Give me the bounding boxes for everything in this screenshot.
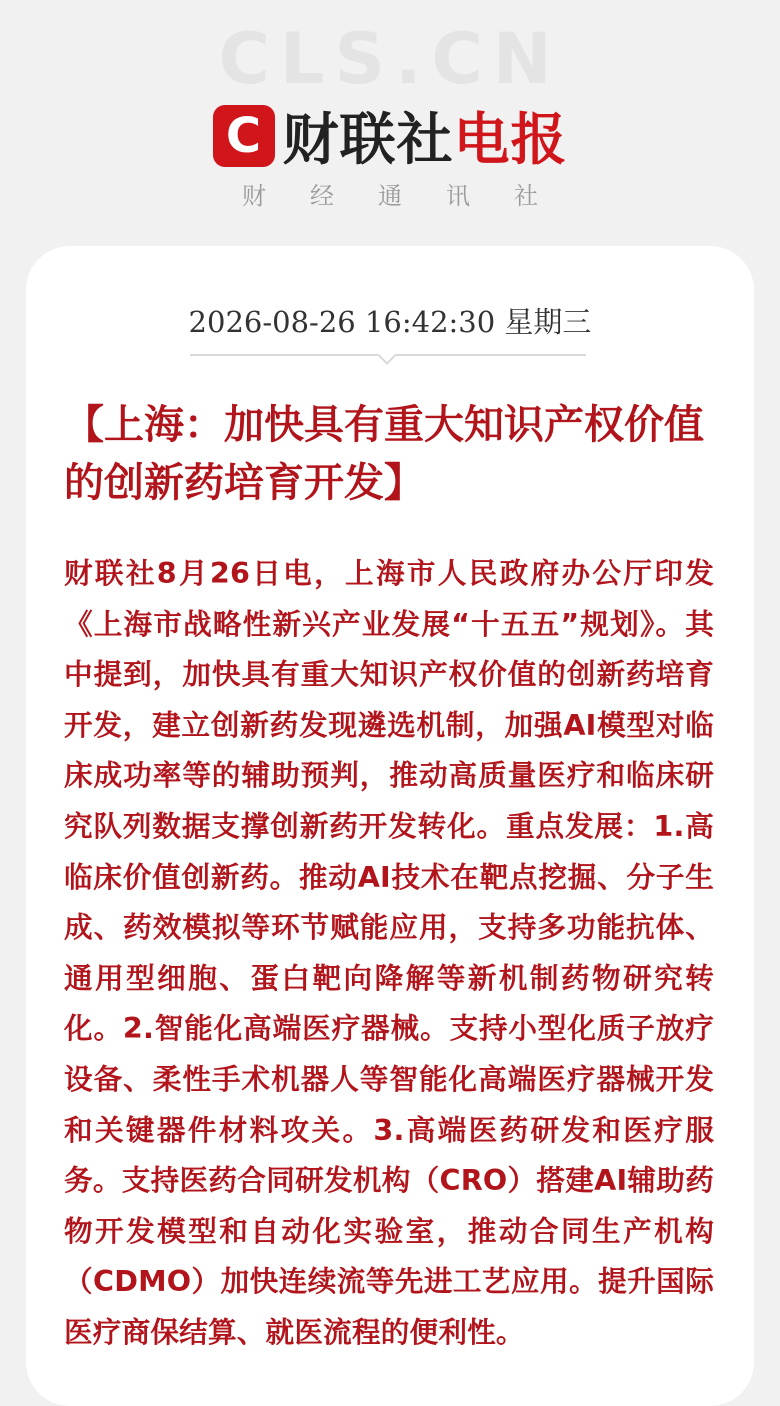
brand-name	[283, 96, 568, 176]
brand-logo-icon	[213, 105, 275, 167]
article-headline: 【上海：加快具有重大知识产权价值的创新药培育开发】	[64, 402, 704, 506]
watermark-text: CLS.CN	[218, 18, 562, 100]
brand-name-main: 财联社	[282, 108, 454, 173]
brand-header	[0, 96, 780, 176]
article-datetime: 2026-08-26 16:42:30 星期三	[188, 305, 592, 339]
brand-subtitle: 财经通讯社	[242, 182, 582, 210]
article-body: 财联社8月26日电，上海市人民政府办公厅印发《上海市战略性新兴产业发展“十五五”规划》。其中提到，加快具有重大知识产权价值的创新药培育开发，建立创新药发现遴选机制，加强AI模型对临床成功率等的辅助预判，推动高质量医疗和临床研究队列数据支撑创新药开发转化。重点发展：1.高临床价值创新药。推动AI技术在靶点挖掘、分子生成、药效模拟等环节赋能应用，支持多功能抗体、通用型细胞、蛋白靶向降解等新机制药物研究转化。2.智能化高端医疗器械。支持小型化质子放疗设备、柔性手术机器人等智能化高端医疗器械开发和关键器件材料攻关。3.高端医药研发和医疗服务。支持医药合同研发机构（CRO）搭建AI辅助药物开发模型和自动化实验室，推动合同生产机构（CDMO）加快连续流等先进工艺应用。提升国际医疗商保结算、就医流程的便利性。	[64, 556, 714, 1349]
brand-name-accent: 电报	[453, 108, 568, 173]
brand-logo-letter: C	[225, 108, 262, 164]
